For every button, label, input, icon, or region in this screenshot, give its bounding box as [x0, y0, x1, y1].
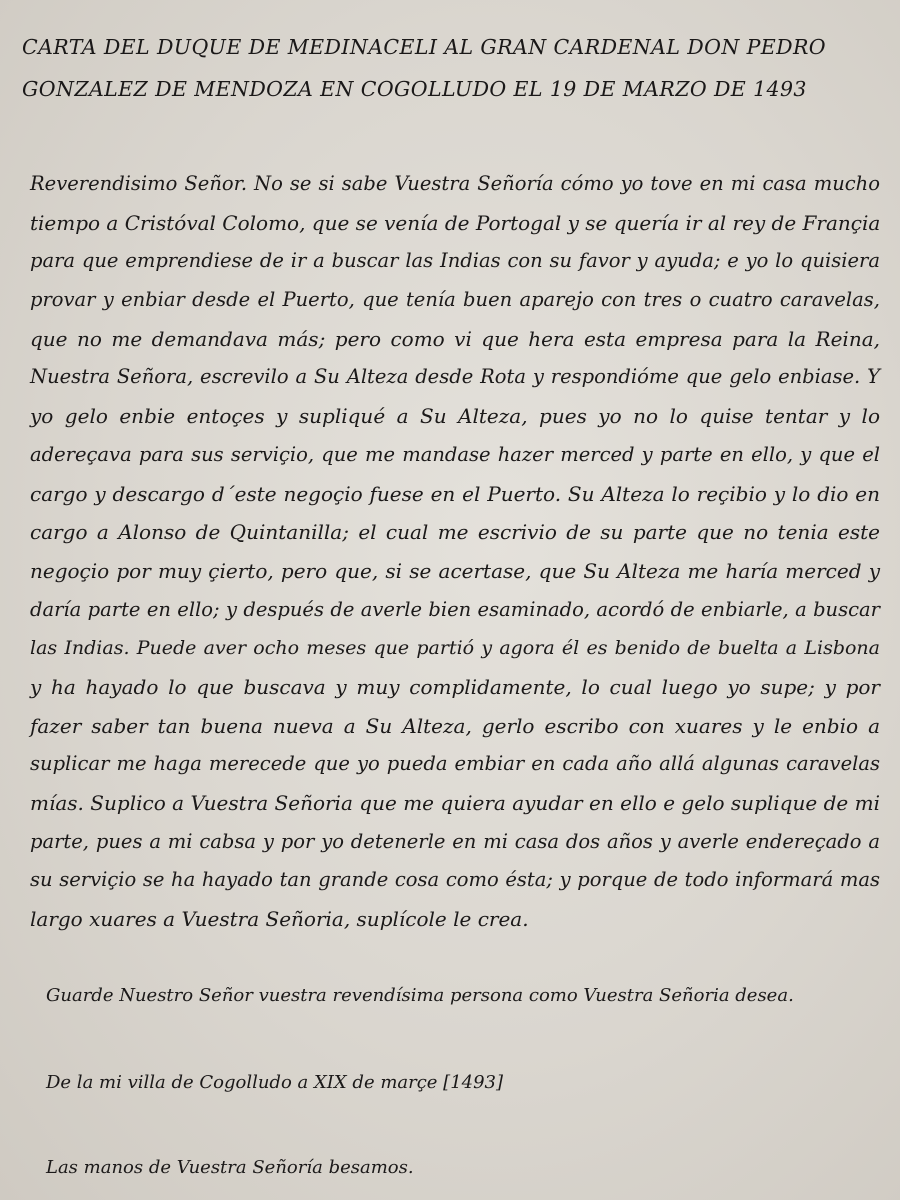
title-line: GONZALEZ DE MENDOZA EN COGOLLUDO EL 19 DE MARZO DE 1493: [22, 77, 807, 101]
closing-signoff: Las manos de Vuestra Señoría besamos.: [46, 1157, 414, 1178]
letter-body: [30, 165, 880, 939]
body-line: adereçava para sus serviçio, que me mandase hazer merced y parte en ello, y que el: [30, 442, 880, 466]
body-line: cargo a Alonso de Quintanilla; el cual me escrivio de su parte que no tenia este: [30, 520, 880, 545]
body-line: para que emprendiese de ir a buscar las Indias con su favor y ayuda; e yo lo quisiera: [30, 249, 880, 273]
closing-place-date: De la mi villa de Cogolludo a XIX de marçe [1493]: [46, 1072, 504, 1093]
body-line: daría parte en ello; y después de averle bien esaminado, acordó de enbiarle, a buscar: [30, 597, 880, 621]
body-line: Nuestra Señora, escrevilo a Su Alteza desde Rota y respondióme que gelo enbiase. Y: [30, 365, 880, 389]
closing-blessing: Guarde Nuestro Señor vuestra revendísima persona como Vuestra Señoria desea.: [46, 985, 794, 1006]
body-line: largo xuares a Vuestra Señoria, suplícole le crea.: [30, 907, 529, 932]
title-line: CARTA DEL DUQUE DE MEDINACELI AL GRAN CARDENAL DON PEDRO: [22, 35, 827, 59]
body-line: Reverendisimo Señor. No se si sabe Vuestra Señoría cómo yo tove en mi casa mucho: [30, 172, 880, 195]
body-line: suplicar me haga merecede que yo pueda embiar en cada año allá algunas caravelas: [30, 752, 880, 776]
body-line: yo gelo enbie entoçes y supliqué a Su Alteza, pues yo no lo quise tentar y lo: [30, 404, 880, 429]
body-line: provar y enbiar desde el Puerto, que tenía buen aparejo con tres o cuatro caravelas,: [30, 288, 880, 312]
body-line: y ha hayado lo que buscava y muy complidamente, lo cual luego yo supe; y por: [30, 674, 880, 699]
body-line: las Indias. Puede aver ocho meses que partió y agora él es benido de buelta a Lisbona: [30, 637, 880, 660]
body-line: cargo y descargo d´este negoçio fuese en el Puerto. Su Alteza lo reçibio y lo dio en: [30, 481, 880, 506]
body-line: que no me demandava más; pero como vi que hera esta empresa para la Reina,: [30, 326, 880, 351]
body-line: parte, pues a mi cabsa y por yo detenerle en mi casa dos años y averle endereçado a: [30, 829, 880, 853]
body-line: fazer saber tan buena nueva a Su Alteza, gerlo escribo con xuares y le enbio a: [30, 713, 880, 738]
body-line: negoçio por muy çierto, pero que, si se acertase, que Su Alteza me haría merced y: [30, 558, 880, 583]
body-line: mías. Suplico a Vuestra Señoria que me quiera ayudar en ello e gelo suplique de mi: [30, 791, 880, 815]
letter-title: [22, 26, 882, 110]
body-line: tiempo a Cristóval Colomo, que se venía de Portogal y se quería ir al rey de Françia: [30, 210, 881, 235]
body-line: su serviçio se ha hayado tan grande cosa como ésta; y porque de todo informará mas: [30, 868, 880, 892]
